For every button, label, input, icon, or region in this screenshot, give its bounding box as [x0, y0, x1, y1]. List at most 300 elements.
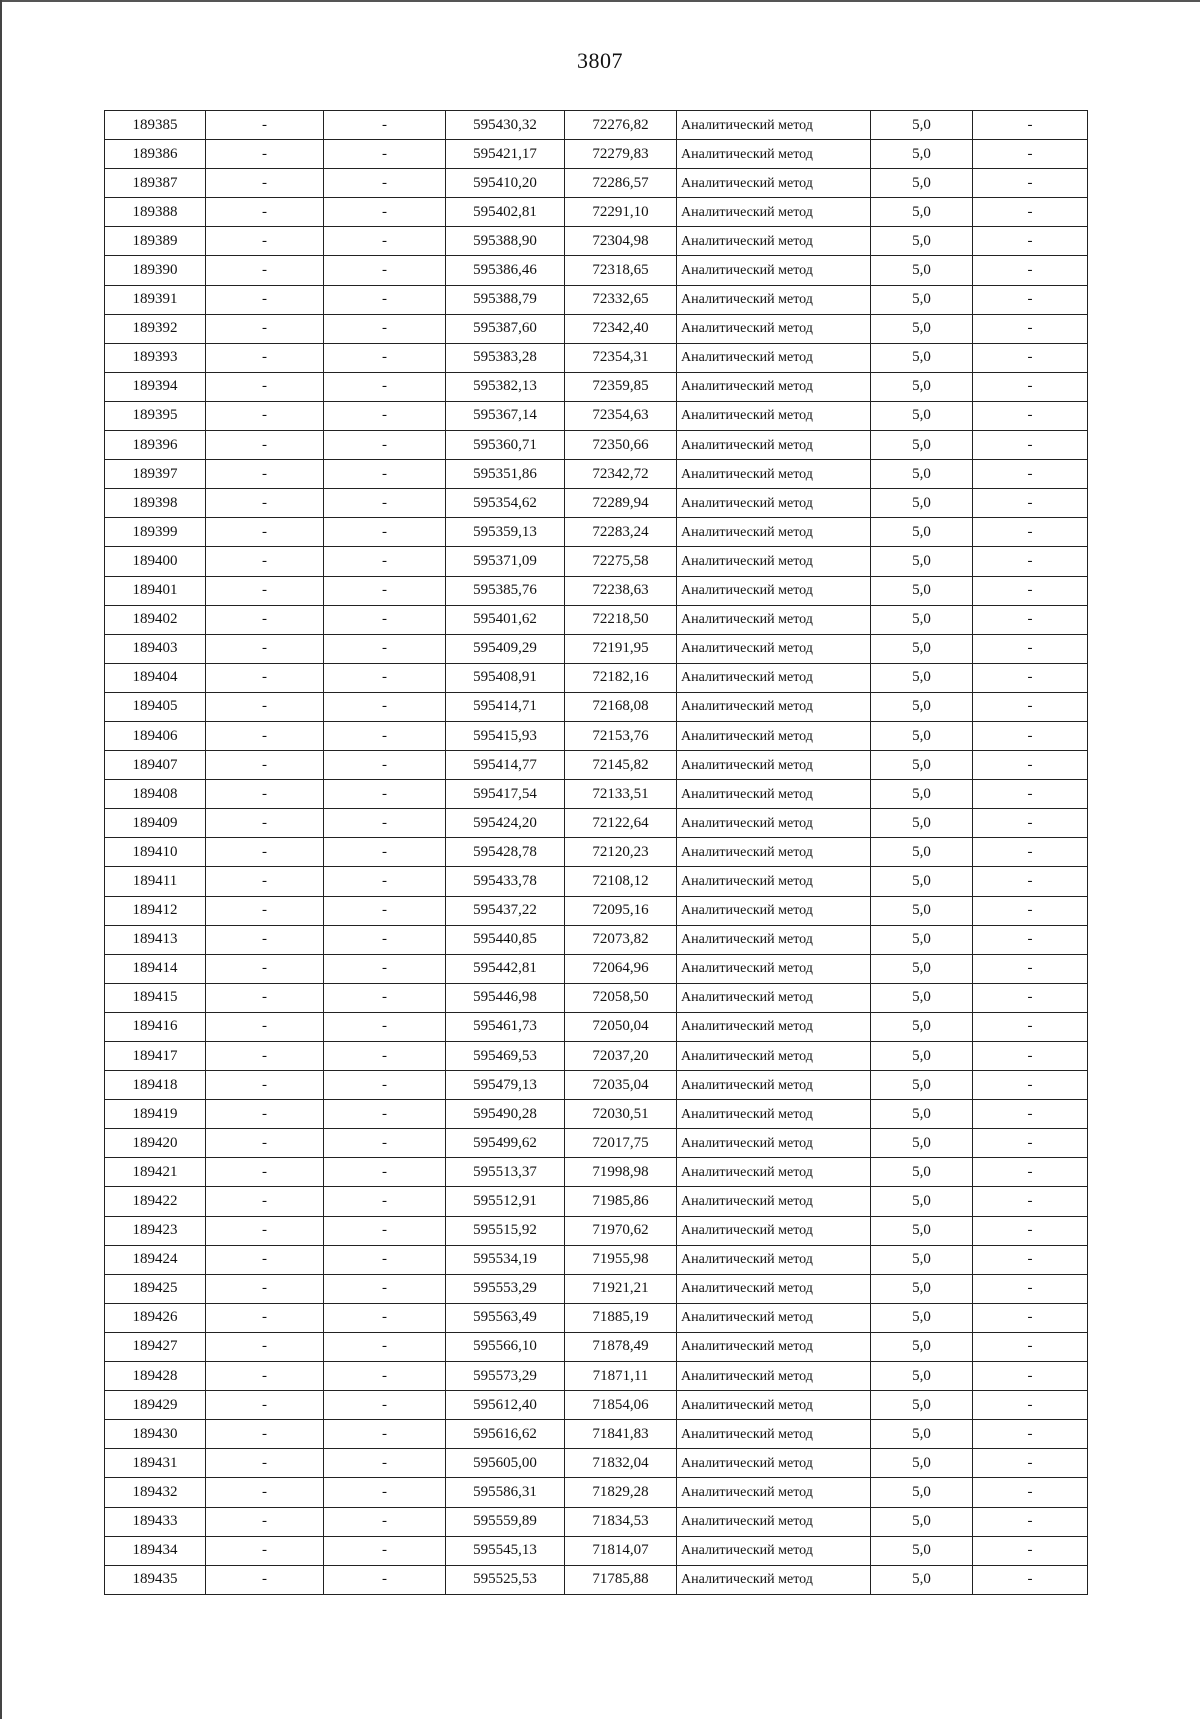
y-coordinate-cell: 72073,82 [565, 925, 677, 954]
method-cell: Аналитический метод [677, 1303, 871, 1332]
point-number-cell: 189423 [105, 1216, 206, 1245]
method-cell: Аналитический метод [677, 721, 871, 750]
description-cell: - [973, 721, 1088, 750]
old-x-cell: - [206, 721, 324, 750]
method-cell: Аналитический метод [677, 1478, 871, 1507]
point-number-cell: 189428 [105, 1362, 206, 1391]
method-cell: Аналитический метод [677, 1042, 871, 1071]
y-coordinate-cell: 71885,19 [565, 1303, 677, 1332]
table-row [105, 1274, 1088, 1303]
old-x-cell: - [206, 896, 324, 925]
table-row [105, 1303, 1088, 1332]
point-number-cell: 189405 [105, 692, 206, 721]
table-row [105, 954, 1088, 983]
x-coordinate-cell: 595534,19 [446, 1245, 565, 1274]
y-coordinate-cell: 72279,83 [565, 140, 677, 169]
x-coordinate-cell: 595421,17 [446, 140, 565, 169]
accuracy-cell: 5,0 [871, 518, 973, 547]
old-x-cell: - [206, 460, 324, 489]
point-number-cell: 189420 [105, 1129, 206, 1158]
description-cell: - [973, 605, 1088, 634]
description-cell: - [973, 1362, 1088, 1391]
old-y-cell: - [324, 372, 446, 401]
point-number-cell: 189416 [105, 1012, 206, 1041]
old-y-cell: - [324, 1042, 446, 1071]
method-cell: Аналитический метод [677, 576, 871, 605]
method-cell: Аналитический метод [677, 198, 871, 227]
x-coordinate-cell: 595513,37 [446, 1158, 565, 1187]
point-number-cell: 189413 [105, 925, 206, 954]
method-cell: Аналитический метод [677, 1507, 871, 1536]
x-coordinate-cell: 595469,53 [446, 1042, 565, 1071]
accuracy-cell: 5,0 [871, 692, 973, 721]
table-body [105, 111, 1088, 1595]
old-y-cell: - [324, 983, 446, 1012]
table-row [105, 1507, 1088, 1536]
old-y-cell: - [324, 925, 446, 954]
y-coordinate-cell: 72153,76 [565, 721, 677, 750]
method-cell: Аналитический метод [677, 256, 871, 285]
old-y-cell: - [324, 721, 446, 750]
description-cell: - [973, 1478, 1088, 1507]
accuracy-cell: 5,0 [871, 1478, 973, 1507]
accuracy-cell: 5,0 [871, 372, 973, 401]
accuracy-cell: 5,0 [871, 1332, 973, 1361]
accuracy-cell: 5,0 [871, 867, 973, 896]
y-coordinate-cell: 71854,06 [565, 1391, 677, 1420]
old-x-cell: - [206, 1536, 324, 1565]
old-y-cell: - [324, 111, 446, 140]
y-coordinate-cell: 71970,62 [565, 1216, 677, 1245]
y-coordinate-cell: 72354,63 [565, 401, 677, 430]
old-y-cell: - [324, 1012, 446, 1041]
old-y-cell: - [324, 751, 446, 780]
x-coordinate-cell: 595437,22 [446, 896, 565, 925]
accuracy-cell: 5,0 [871, 809, 973, 838]
description-cell: - [973, 692, 1088, 721]
x-coordinate-cell: 595360,71 [446, 431, 565, 460]
table-row [105, 343, 1088, 372]
method-cell: Аналитический метод [677, 867, 871, 896]
x-coordinate-cell: 595566,10 [446, 1332, 565, 1361]
old-x-cell: - [206, 780, 324, 809]
y-coordinate-cell: 72286,57 [565, 169, 677, 198]
accuracy-cell: 5,0 [871, 547, 973, 576]
description-cell: - [973, 372, 1088, 401]
table-row [105, 867, 1088, 896]
table-row [105, 489, 1088, 518]
old-x-cell: - [206, 576, 324, 605]
description-cell: - [973, 1245, 1088, 1274]
description-cell: - [973, 547, 1088, 576]
page-top-edge [0, 0, 1200, 2]
accuracy-cell: 5,0 [871, 489, 973, 518]
old-x-cell: - [206, 169, 324, 198]
table-row [105, 692, 1088, 721]
table-row [105, 314, 1088, 343]
y-coordinate-cell: 72332,65 [565, 285, 677, 314]
old-x-cell: - [206, 140, 324, 169]
old-x-cell: - [206, 1391, 324, 1420]
description-cell: - [973, 343, 1088, 372]
description-cell: - [973, 867, 1088, 896]
table-row [105, 838, 1088, 867]
accuracy-cell: 5,0 [871, 1507, 973, 1536]
description-cell: - [973, 780, 1088, 809]
old-x-cell: - [206, 1012, 324, 1041]
x-coordinate-cell: 595386,46 [446, 256, 565, 285]
old-x-cell: - [206, 809, 324, 838]
method-cell: Аналитический метод [677, 431, 871, 460]
x-coordinate-cell: 595402,81 [446, 198, 565, 227]
description-cell: - [973, 1565, 1088, 1594]
x-coordinate-cell: 595433,78 [446, 867, 565, 896]
old-y-cell: - [324, 780, 446, 809]
point-number-cell: 189425 [105, 1274, 206, 1303]
old-x-cell: - [206, 1507, 324, 1536]
method-cell: Аналитический метод [677, 547, 871, 576]
accuracy-cell: 5,0 [871, 1245, 973, 1274]
y-coordinate-cell: 72133,51 [565, 780, 677, 809]
y-coordinate-cell: 71832,04 [565, 1449, 677, 1478]
point-number-cell: 189417 [105, 1042, 206, 1071]
accuracy-cell: 5,0 [871, 169, 973, 198]
method-cell: Аналитический метод [677, 1012, 871, 1041]
x-coordinate-cell: 595383,28 [446, 343, 565, 372]
description-cell: - [973, 925, 1088, 954]
old-y-cell: - [324, 692, 446, 721]
y-coordinate-cell: 72050,04 [565, 1012, 677, 1041]
point-number-cell: 189415 [105, 983, 206, 1012]
accuracy-cell: 5,0 [871, 460, 973, 489]
accuracy-cell: 5,0 [871, 983, 973, 1012]
y-coordinate-cell: 71998,98 [565, 1158, 677, 1187]
method-cell: Аналитический метод [677, 372, 871, 401]
point-number-cell: 189434 [105, 1536, 206, 1565]
method-cell: Аналитический метод [677, 1100, 871, 1129]
point-number-cell: 189386 [105, 140, 206, 169]
method-cell: Аналитический метод [677, 1158, 871, 1187]
table-row [105, 721, 1088, 750]
x-coordinate-cell: 595446,98 [446, 983, 565, 1012]
description-cell: - [973, 838, 1088, 867]
point-number-cell: 189398 [105, 489, 206, 518]
description-cell: - [973, 1129, 1088, 1158]
old-y-cell: - [324, 169, 446, 198]
old-x-cell: - [206, 1071, 324, 1100]
old-y-cell: - [324, 1536, 446, 1565]
point-number-cell: 189406 [105, 721, 206, 750]
y-coordinate-cell: 72058,50 [565, 983, 677, 1012]
table-row [105, 1362, 1088, 1391]
old-x-cell: - [206, 954, 324, 983]
accuracy-cell: 5,0 [871, 431, 973, 460]
x-coordinate-cell: 595499,62 [446, 1129, 565, 1158]
description-cell: - [973, 663, 1088, 692]
old-x-cell: - [206, 1187, 324, 1216]
description-cell: - [973, 314, 1088, 343]
old-x-cell: - [206, 547, 324, 576]
x-coordinate-cell: 595367,14 [446, 401, 565, 430]
accuracy-cell: 5,0 [871, 314, 973, 343]
y-coordinate-cell: 72350,66 [565, 431, 677, 460]
table-row [105, 198, 1088, 227]
description-cell: - [973, 1303, 1088, 1332]
old-x-cell: - [206, 925, 324, 954]
method-cell: Аналитический метод [677, 460, 871, 489]
point-number-cell: 189404 [105, 663, 206, 692]
point-number-cell: 189407 [105, 751, 206, 780]
table-row [105, 983, 1088, 1012]
point-number-cell: 189410 [105, 838, 206, 867]
y-coordinate-cell: 72030,51 [565, 1100, 677, 1129]
x-coordinate-cell: 595354,62 [446, 489, 565, 518]
table-row [105, 256, 1088, 285]
point-number-cell: 189395 [105, 401, 206, 430]
old-y-cell: - [324, 1478, 446, 1507]
accuracy-cell: 5,0 [871, 401, 973, 430]
x-coordinate-cell: 595428,78 [446, 838, 565, 867]
y-coordinate-cell: 72120,23 [565, 838, 677, 867]
y-coordinate-cell: 72064,96 [565, 954, 677, 983]
table-row [105, 1216, 1088, 1245]
point-number-cell: 189391 [105, 285, 206, 314]
accuracy-cell: 5,0 [871, 780, 973, 809]
x-coordinate-cell: 595512,91 [446, 1187, 565, 1216]
old-x-cell: - [206, 285, 324, 314]
table-row [105, 1391, 1088, 1420]
description-cell: - [973, 751, 1088, 780]
table-row [105, 1332, 1088, 1361]
table-row [105, 1420, 1088, 1449]
table-row [105, 634, 1088, 663]
description-cell: - [973, 111, 1088, 140]
method-cell: Аналитический метод [677, 1129, 871, 1158]
accuracy-cell: 5,0 [871, 1565, 973, 1594]
x-coordinate-cell: 595388,79 [446, 285, 565, 314]
accuracy-cell: 5,0 [871, 1362, 973, 1391]
old-y-cell: - [324, 809, 446, 838]
point-number-cell: 189385 [105, 111, 206, 140]
description-cell: - [973, 1158, 1088, 1187]
point-number-cell: 189402 [105, 605, 206, 634]
accuracy-cell: 5,0 [871, 140, 973, 169]
point-number-cell: 189388 [105, 198, 206, 227]
point-number-cell: 189419 [105, 1100, 206, 1129]
old-y-cell: - [324, 1449, 446, 1478]
method-cell: Аналитический метод [677, 401, 871, 430]
old-x-cell: - [206, 692, 324, 721]
y-coordinate-cell: 72218,50 [565, 605, 677, 634]
point-number-cell: 189393 [105, 343, 206, 372]
table-row [105, 1012, 1088, 1041]
old-y-cell: - [324, 285, 446, 314]
method-cell: Аналитический метод [677, 1565, 871, 1594]
coordinates-table [104, 110, 1088, 1595]
y-coordinate-cell: 71985,86 [565, 1187, 677, 1216]
accuracy-cell: 5,0 [871, 343, 973, 372]
method-cell: Аналитический метод [677, 489, 871, 518]
x-coordinate-cell: 595414,71 [446, 692, 565, 721]
old-x-cell: - [206, 1420, 324, 1449]
old-y-cell: - [324, 867, 446, 896]
table-row [105, 1071, 1088, 1100]
table-row [105, 1478, 1088, 1507]
old-x-cell: - [206, 1332, 324, 1361]
accuracy-cell: 5,0 [871, 1536, 973, 1565]
x-coordinate-cell: 595359,13 [446, 518, 565, 547]
point-number-cell: 189387 [105, 169, 206, 198]
old-x-cell: - [206, 634, 324, 663]
description-cell: - [973, 1274, 1088, 1303]
x-coordinate-cell: 595351,86 [446, 460, 565, 489]
old-y-cell: - [324, 634, 446, 663]
description-cell: - [973, 1071, 1088, 1100]
y-coordinate-cell: 71955,98 [565, 1245, 677, 1274]
y-coordinate-cell: 72359,85 [565, 372, 677, 401]
x-coordinate-cell: 595616,62 [446, 1420, 565, 1449]
description-cell: - [973, 140, 1088, 169]
method-cell: Аналитический метод [677, 1245, 871, 1274]
old-x-cell: - [206, 1245, 324, 1274]
page-number: 3807 [577, 48, 623, 73]
old-y-cell: - [324, 1071, 446, 1100]
old-x-cell: - [206, 1449, 324, 1478]
method-cell: Аналитический метод [677, 780, 871, 809]
method-cell: Аналитический метод [677, 983, 871, 1012]
point-number-cell: 189401 [105, 576, 206, 605]
page-left-edge [0, 0, 2, 1719]
table-row [105, 605, 1088, 634]
description-cell: - [973, 431, 1088, 460]
description-cell: - [973, 1332, 1088, 1361]
x-coordinate-cell: 595371,09 [446, 547, 565, 576]
old-x-cell: - [206, 227, 324, 256]
method-cell: Аналитический метод [677, 518, 871, 547]
table-row [105, 896, 1088, 925]
accuracy-cell: 5,0 [871, 256, 973, 285]
description-cell: - [973, 1100, 1088, 1129]
y-coordinate-cell: 72238,63 [565, 576, 677, 605]
point-number-cell: 189418 [105, 1071, 206, 1100]
method-cell: Аналитический метод [677, 838, 871, 867]
description-cell: - [973, 1420, 1088, 1449]
point-number-cell: 189396 [105, 431, 206, 460]
method-cell: Аналитический метод [677, 605, 871, 634]
old-y-cell: - [324, 198, 446, 227]
point-number-cell: 189414 [105, 954, 206, 983]
method-cell: Аналитический метод [677, 1071, 871, 1100]
description-cell: - [973, 1507, 1088, 1536]
accuracy-cell: 5,0 [871, 111, 973, 140]
old-y-cell: - [324, 1303, 446, 1332]
table-row [105, 518, 1088, 547]
method-cell: Аналитический метод [677, 1216, 871, 1245]
y-coordinate-cell: 71834,53 [565, 1507, 677, 1536]
table-row [105, 169, 1088, 198]
table-row [105, 431, 1088, 460]
method-cell: Аналитический метод [677, 1187, 871, 1216]
old-y-cell: - [324, 1158, 446, 1187]
old-x-cell: - [206, 663, 324, 692]
method-cell: Аналитический метод [677, 692, 871, 721]
description-cell: - [973, 896, 1088, 925]
point-number-cell: 189397 [105, 460, 206, 489]
table-row [105, 285, 1088, 314]
x-coordinate-cell: 595553,29 [446, 1274, 565, 1303]
accuracy-cell: 5,0 [871, 634, 973, 663]
accuracy-cell: 5,0 [871, 1391, 973, 1420]
table-row [105, 1042, 1088, 1071]
old-y-cell: - [324, 401, 446, 430]
description-cell: - [973, 401, 1088, 430]
old-x-cell: - [206, 343, 324, 372]
accuracy-cell: 5,0 [871, 896, 973, 925]
table-row [105, 925, 1088, 954]
x-coordinate-cell: 595586,31 [446, 1478, 565, 1507]
accuracy-cell: 5,0 [871, 1187, 973, 1216]
old-x-cell: - [206, 256, 324, 285]
point-number-cell: 189429 [105, 1391, 206, 1420]
old-x-cell: - [206, 605, 324, 634]
y-coordinate-cell: 72035,04 [565, 1071, 677, 1100]
y-coordinate-cell: 72122,64 [565, 809, 677, 838]
y-coordinate-cell: 72342,72 [565, 460, 677, 489]
method-cell: Аналитический метод [677, 227, 871, 256]
method-cell: Аналитический метод [677, 1274, 871, 1303]
table-row [105, 576, 1088, 605]
old-y-cell: - [324, 489, 446, 518]
table-row [105, 809, 1088, 838]
accuracy-cell: 5,0 [871, 576, 973, 605]
x-coordinate-cell: 595424,20 [446, 809, 565, 838]
old-y-cell: - [324, 838, 446, 867]
point-number-cell: 189432 [105, 1478, 206, 1507]
description-cell: - [973, 1391, 1088, 1420]
table-row [105, 1449, 1088, 1478]
table-row [105, 780, 1088, 809]
method-cell: Аналитический метод [677, 896, 871, 925]
point-number-cell: 189409 [105, 809, 206, 838]
old-x-cell: - [206, 489, 324, 518]
accuracy-cell: 5,0 [871, 1216, 973, 1245]
description-cell: - [973, 198, 1088, 227]
old-x-cell: - [206, 1042, 324, 1071]
old-y-cell: - [324, 518, 446, 547]
table-row [105, 1187, 1088, 1216]
y-coordinate-cell: 72037,20 [565, 1042, 677, 1071]
table-row [105, 1158, 1088, 1187]
old-x-cell: - [206, 751, 324, 780]
y-coordinate-cell: 71871,11 [565, 1362, 677, 1391]
old-y-cell: - [324, 605, 446, 634]
method-cell: Аналитический метод [677, 1536, 871, 1565]
point-number-cell: 189430 [105, 1420, 206, 1449]
y-coordinate-cell: 72318,65 [565, 256, 677, 285]
x-coordinate-cell: 595442,81 [446, 954, 565, 983]
point-number-cell: 189427 [105, 1332, 206, 1361]
old-y-cell: - [324, 1565, 446, 1594]
table-row [105, 372, 1088, 401]
description-cell: - [973, 576, 1088, 605]
point-number-cell: 189422 [105, 1187, 206, 1216]
old-y-cell: - [324, 227, 446, 256]
x-coordinate-cell: 595515,92 [446, 1216, 565, 1245]
description-cell: - [973, 1536, 1088, 1565]
method-cell: Аналитический метод [677, 634, 871, 663]
table-row [105, 1100, 1088, 1129]
y-coordinate-cell: 72145,82 [565, 751, 677, 780]
